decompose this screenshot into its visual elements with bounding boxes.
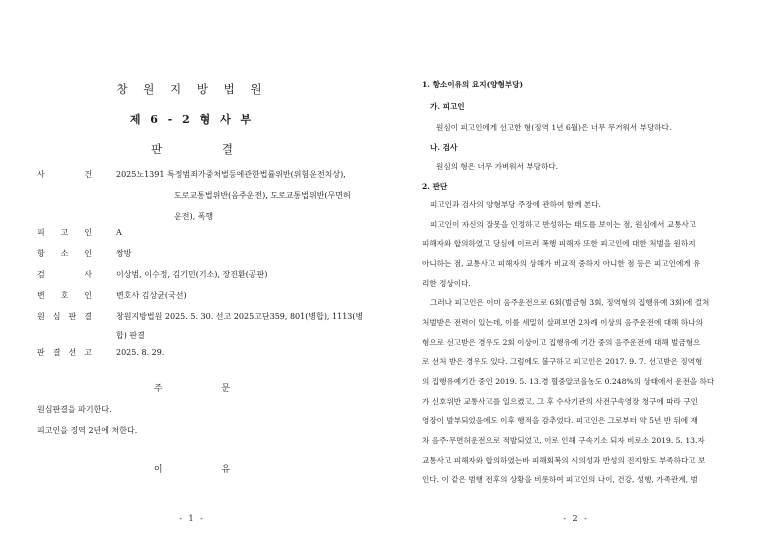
original-judgment-value-1: 창원지방법원 2025. 5. 30. 선고 2025고단359, 801(병합), 1113(병 [116,312,364,321]
paragraph-line: 처벌받은 전력이 있는데, 이를 세밀히 살펴보면 2차례 이상의 음주운전에 대해 하나의 [422,318,703,327]
section-heading: 2. 판단 [422,182,448,191]
page-number: - 1 - [179,514,205,523]
order-heading: 주 문 [153,384,259,394]
paragraph-line: 로 선처 받은 경우도 있다. 그럼에도 불구하고 피고인은 2017. 9. 7. 선고받은 징역형 [422,357,703,366]
page-2 [384,0,768,543]
original-judgment-value-2: 합) 판결 [116,331,145,340]
appellant-value: 쌍방 [116,249,132,258]
counsel-value: 변호사 김상균(국선) [116,291,187,300]
judgment-date-value: 2025. 8. 29. [116,348,165,357]
paragraph-line: 차 음주·무면허운전으로 적발되었고, 이로 인해 구속기소 되자 비로소 2019. 5. 13.자 [422,436,705,445]
defendant-value: A [116,228,122,237]
paragraph-line: 피해자와 합의하였고 당심에 이르러 폭행 피해자 또한 피고인에 대한 처벌을 원하지 [422,239,696,248]
case-value-3: 운전), 폭행 [174,212,214,221]
page-number: - 2 - [563,514,589,523]
subsection-heading: 나. 검사 [430,143,458,152]
counsel-label: 변 호 인 [37,291,92,300]
original-judgment-label: 원 심 판 결 [37,312,92,321]
defendant-label: 피 고 인 [37,228,92,237]
paragraph-line: 피고인과 검사의 양형부당 주장에 관하여 함께 본다. [430,200,601,209]
paragraph-line: 의 집행유예기간 중인 2019. 5. 13.경 혈중알코올농도 0.248%의 상태에서 운전을 하다 [422,377,715,386]
case-value-1: 2025노1391 특정범죄가중처벌등에관한법률위반(위험운전치상), [116,170,346,179]
case-label: 사 건 [37,170,92,179]
paragraph-line: 피고인이 자신의 잘못을 인정하고 반성하는 태도를 보이는 점, 원심에서 교통사고 [430,220,697,229]
reasons-heading: 이 유 [153,465,259,475]
paragraph-line: 인다. 이 같은 범행 전후의 상황을 비롯하여 피고인의 나이, 건강, 성행, 가족관계, 범 [422,475,698,484]
order-line-1: 원심판결을 파기한다. [37,405,112,414]
court-name: 창 원 지 방 법 원 [116,82,268,96]
appellant-label: 항 소 인 [37,249,92,258]
paragraph-line: 리한 정상이다. [422,279,471,288]
prosecutor-label: 검 사 [37,270,92,279]
subsection-heading: 가. 피고인 [430,102,465,111]
section-heading: 1. 항소이유의 요지(양형부당) [422,80,524,89]
paragraph-line: 가 신호위반 교통사고를 일으켰고, 그 후 수사기관의 사전구속영장 청구에 따라 구인 [422,397,698,406]
court-division: 제 6 - 2 형 사 부 [129,113,255,126]
paragraph-line: 원심이 피고인에게 선고한 형(징역 1년 6월)은 너무 무거워서 부당하다. [436,123,672,132]
document-title: 판 결 [151,142,261,156]
prosecutor-value: 이상범, 이수정, 김기민(기소), 장진환(공판) [116,270,268,279]
judgment-date-label: 판 결 선 고 [37,348,92,357]
order-line-2: 피고인을 징역 2년에 처한다. [37,426,138,435]
paragraph-line: 교통사고 피해자와 합의하였는바 피해회복의 시의성과 반성의 진지함도 부족하다고 보 [422,456,706,465]
paragraph-line: 아니하는 점, 교통사고 피해자의 상해가 비교적 중하지 아니한 점 등은 피고인에게 유 [422,259,701,268]
paragraph-line: 영장이 발부되었음에도 이후 행적을 감추었다. 피고인은 그로부터 약 5년 반 뒤에 재 [422,416,698,425]
paragraph-line: 원심의 형은 너무 가벼워서 부당하다. [436,162,559,171]
paragraph-line: 형으로 선고받은 경우도 2회 이상이고 집행유예 기간 중의 음주운전에 대해 벌금형으 [422,338,701,347]
case-value-2: 도로교통법위반(음주운전), 도로교통법위반(무면허 [174,191,351,200]
paragraph-line: 그러나 피고인은 이미 음주운전으로 6회(벌금형 3회, 징역형의 집행유예 3회)에 걸쳐 [430,298,710,307]
